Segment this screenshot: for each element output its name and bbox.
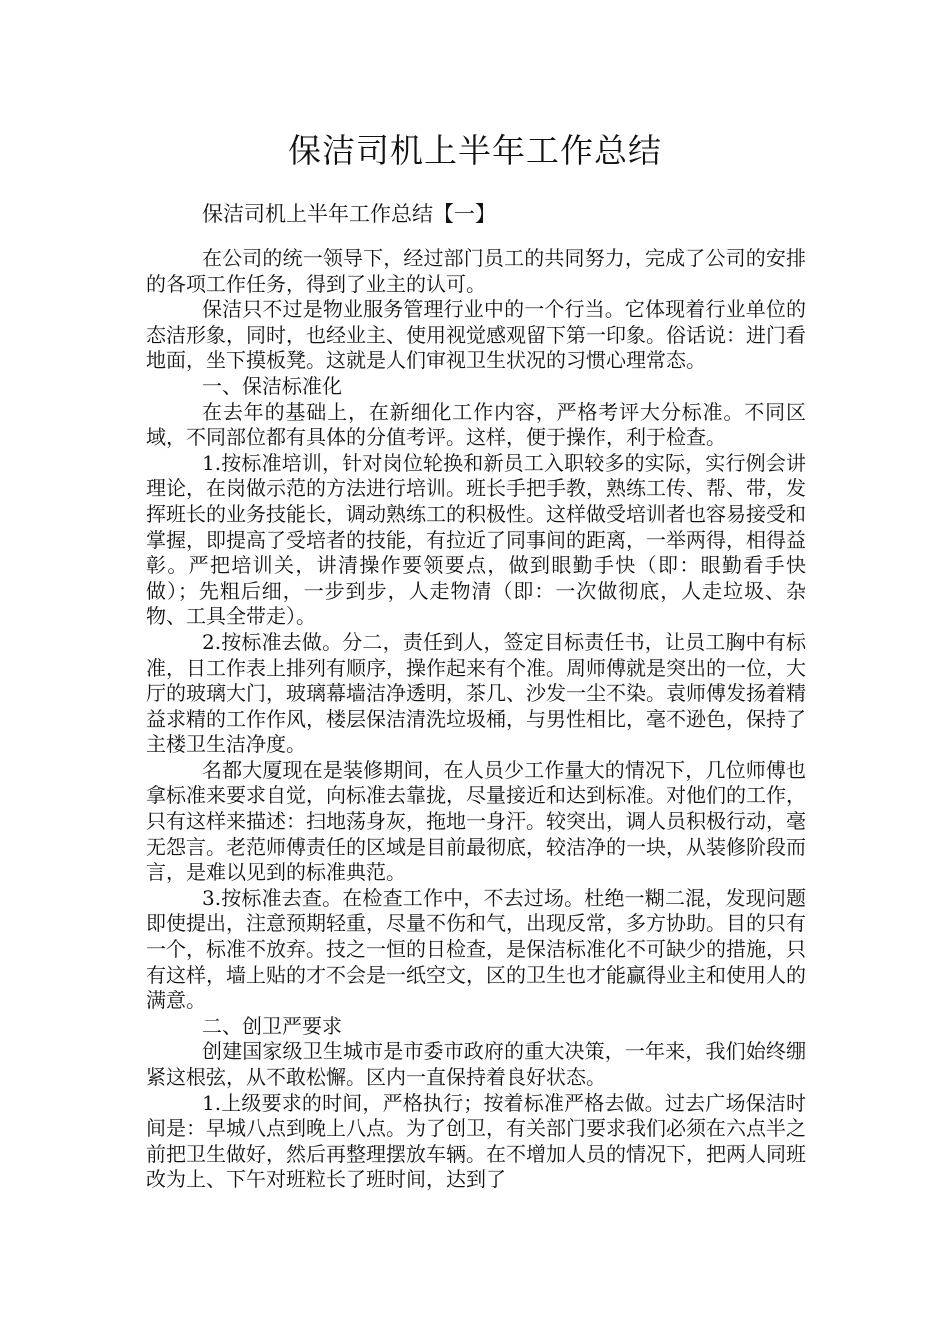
- paragraph-intro: 在公司的统一领导下，经过部门员工的共同努力，完成了公司的安排的各项工作任务，得到了业主的认可。: [146, 246, 806, 296]
- paragraph-inspection: 3.按标准去查。在检查工作中，不去过场。杜绝一糊二混，发现问题即使提出，注意预期轻重，尽量不伤和气，出现反常，多方协助。目的只有一个，标准不放弃。技之一恒的日检查，是保洁标准化不可缺少的措施，只有这样，墙上贴的才不会是一纸空文，区的卫生也才能赢得业主和使用人的满意。: [146, 885, 806, 1013]
- paragraph-standard-basis: 在去年的基础上，在新细化工作内容，严格考评大分标准。不同区域，不同部位都有具体的分值考评。这样，便于操作，利于检查。: [146, 399, 806, 450]
- document-title: 保洁司机上半年工作总结: [288, 131, 662, 170]
- paragraph-mingdu-building: 名都大厦现在是装修期间，在人员少工作量大的情况下，几位师傅也拿标准来要求自觉，向标准去靠拢，尽量接近和达到标准。对他们的工作，只有这样来描述：扫地荡身灰，拖地一身汗。较突出，调人员积极行动，毫无怨言。老范师傅责任的区域是目前最彻底，较洁净的一块，从装修阶段而言，是难以见到的标准典范。: [146, 757, 806, 885]
- document-subtitle: 保洁司机上半年工作总结【一】: [202, 202, 496, 226]
- document-body: [146, 246, 806, 1193]
- paragraph-schedule-requirements: 1.上级要求的时间，严格执行；按着标准严格去做。过去广场保洁时间是：早城八点到晚上八点。为了创卫，有关部门要求我们必须在六点半之前把卫生做好，然后再整理摆放车辆。在不增加人员的情况下，把两人同班改为上、下午对班粒长了班时间，达到了: [146, 1090, 806, 1192]
- paragraph-cleaning-role: 保洁只不过是物业服务管理行业中的一个行当。它体现着行业单位的态洁形象，同时，也经业主、使用视觉感观留下第一印象。俗话说：进门看地面，坐下摸板凳。这就是人们审视卫生状况的习惯心理常态。: [146, 297, 806, 373]
- section-heading-sanitation: 二、创卫严要求: [202, 1013, 342, 1038]
- paragraph-training: 1.按标准培训，针对岗位轮换和新员工入职较多的实际，实行例会讲理论，在岗做示范的方法进行培训。班长手把手教，熟练工传、帮、带，发挥班长的业务技能长，调动熟练工的积极性。这样做受培训者也容易接受和掌握，即提高了受培者的技能，有拉近了同事间的距离，一举两得，相得益彰。严把培训关，讲清操作要领要点，做到眼勤手快（即：眼勤看手快做）；先粗后细，一步到步，人走物清（即：一次做彻底，人走垃圾、杂物、工具全带走）。: [146, 450, 806, 629]
- paragraph-national-sanitary-city: 创建国家级卫生城市是市委市政府的重大决策，一年来，我们始终绷紧这根弦，从不敢松懈。区内一直保持着良好状态。: [146, 1039, 806, 1089]
- paragraph-execution: 2.按标准去做。分二，责任到人，签定目标责任书，让员工胸中有标准，日工作表上排列有顺序，操作起来有个准。周师傅就是突出的一位，大厅的玻璃大门，玻璃幕墙洁净透明，茶几、沙发一尘不染。袁师傅发扬着精益求精的工作作风，楼层保洁清洗垃圾桶，与男性相比，毫不逊色，保持了主楼卫生洁净度。: [146, 629, 806, 757]
- section-heading-standardization: 一、保洁标准化: [202, 373, 342, 398]
